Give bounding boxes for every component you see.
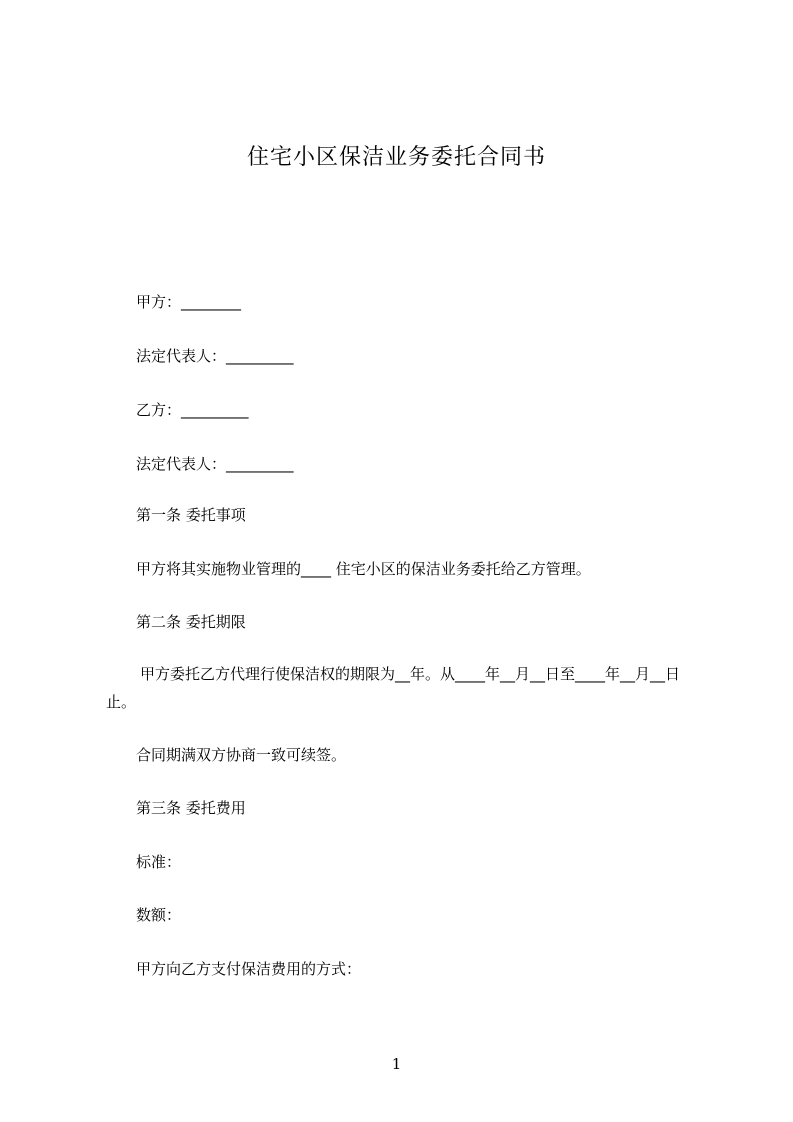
party-a-representative-line: 法定代表人：_________ [136, 347, 294, 365]
fee-standard-line: 标准： [136, 853, 182, 871]
article-1-heading: 第一条 委托事项 [136, 506, 246, 524]
payment-method-line: 甲方向乙方支付保洁费用的方式： [136, 960, 362, 978]
article-3-heading: 第三条 委托费用 [136, 799, 246, 817]
party-b-representative-line: 法定代表人：_________ [136, 455, 294, 473]
party-a-line: 甲方：________ [136, 293, 242, 311]
fee-amount-line: 数额： [136, 906, 182, 924]
page-number: 1 [391, 1055, 402, 1073]
article-2-body: 甲方委托乙方代理行使保洁权的期限为__年。从____年__月__日至____年__月__日止。 [106, 665, 681, 711]
party-b-line: 乙方：_________ [136, 401, 249, 419]
article-2-heading: 第二条 委托期限 [136, 613, 246, 631]
renewal-clause: 合同期满双方协商一致可续签。 [136, 746, 347, 764]
document-title: 住宅小区保洁业务委托合同书 [246, 145, 546, 170]
article-1-body: 甲方将其实施物业管理的____ 住宅小区的保洁业务委托给乙方管理。 [136, 560, 591, 578]
